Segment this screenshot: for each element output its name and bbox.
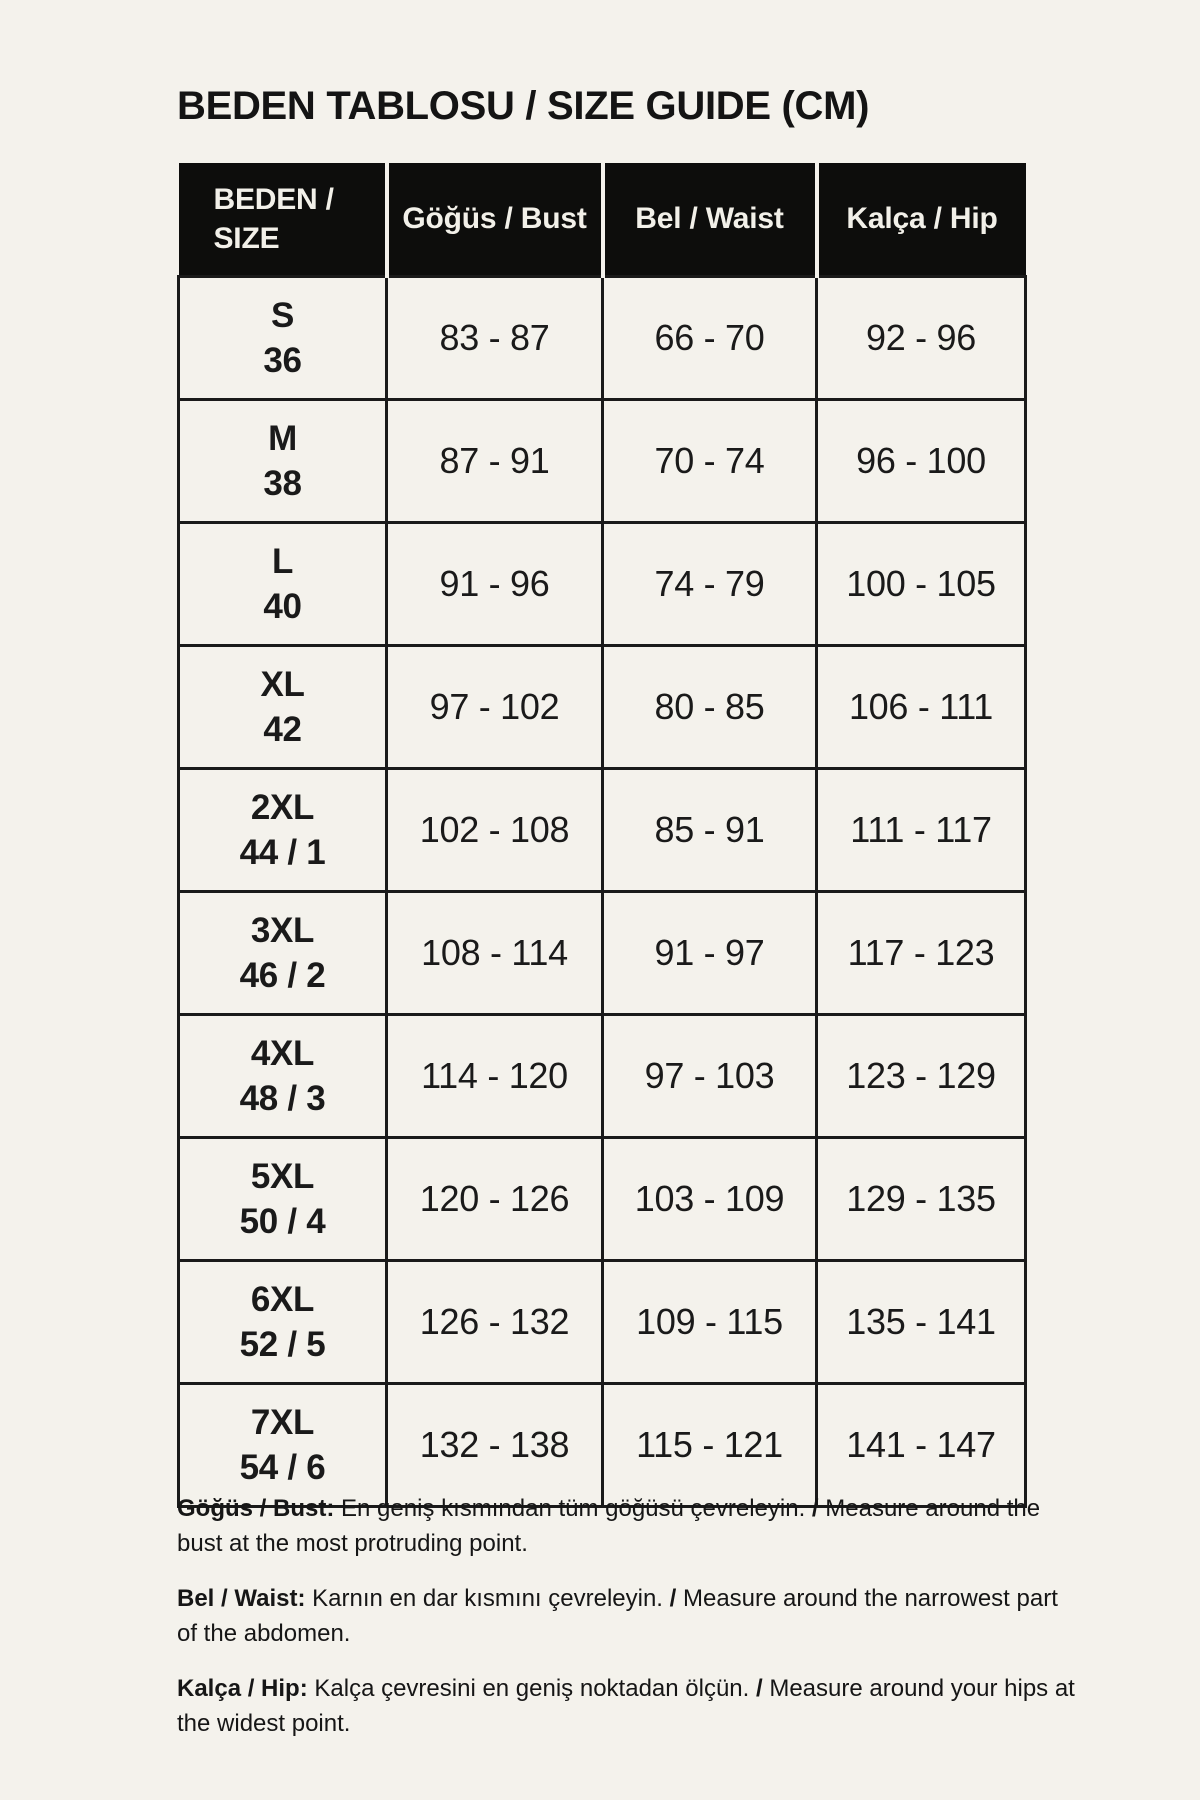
waist-cell: 80 - 85	[603, 646, 817, 769]
waist-cell: 70 - 74	[603, 400, 817, 523]
size-cell: 6XL 52 / 5	[179, 1261, 387, 1384]
size-guide-table	[177, 163, 1027, 1508]
hip-cell: 106 - 111	[817, 646, 1026, 769]
header-cell-size	[179, 163, 387, 277]
size-cell: S 36	[179, 277, 387, 400]
bust-cell: 132 - 138	[387, 1384, 603, 1507]
table-row	[179, 1138, 1026, 1261]
waist-cell: 115 - 121	[603, 1384, 817, 1507]
table-row	[179, 1261, 1026, 1384]
size-cell: 2XL 44 / 1	[179, 769, 387, 892]
note-bust	[177, 1491, 1082, 1561]
waist-cell: 74 - 79	[603, 523, 817, 646]
hip-cell: 111 - 117	[817, 769, 1026, 892]
table-row	[179, 769, 1026, 892]
hip-cell: 92 - 96	[817, 277, 1026, 400]
measurement-notes	[177, 1491, 1082, 1761]
note-bust-turkish: En geniş kısmından tüm göğüsü çevreleyin.	[341, 1495, 806, 1522]
bust-cell: 126 - 132	[387, 1261, 603, 1384]
waist-cell: 109 - 115	[603, 1261, 817, 1384]
note-hip-english: Measure around your hips at the widest point.	[177, 1675, 1075, 1737]
note-hip-label: Kalça / Hip:	[177, 1675, 308, 1702]
waist-cell: 85 - 91	[603, 769, 817, 892]
bust-cell: 87 - 91	[387, 400, 603, 523]
waist-cell: 91 - 97	[603, 892, 817, 1015]
bust-cell: 120 - 126	[387, 1138, 603, 1261]
bust-cell: 114 - 120	[387, 1015, 603, 1138]
table-row	[179, 400, 1026, 523]
hip-cell: 117 - 123	[817, 892, 1026, 1015]
note-waist-turkish: Karnın en dar kısmını çevreleyin.	[312, 1585, 663, 1612]
note-hip-separator: /	[756, 1675, 763, 1702]
hip-cell: 135 - 141	[817, 1261, 1026, 1384]
hip-cell: 100 - 105	[817, 523, 1026, 646]
size-cell: 7XL 54 / 6	[179, 1384, 387, 1507]
header-cell-waist: Bel / Waist	[603, 163, 817, 277]
note-bust-label: Göğüs / Bust:	[177, 1495, 335, 1522]
note-hip-turkish: Kalça çevresini en geniş noktadan ölçün.	[314, 1675, 750, 1702]
header-cell-bust: Göğüs / Bust	[387, 163, 603, 277]
header-size-line1: BEDEN /	[213, 183, 334, 216]
table-row	[179, 892, 1026, 1015]
hip-cell: 123 - 129	[817, 1015, 1026, 1138]
table-row	[179, 523, 1026, 646]
header-size-line2: SIZE	[213, 222, 280, 255]
note-waist-label: Bel / Waist:	[177, 1585, 306, 1612]
size-cell: 4XL 48 / 3	[179, 1015, 387, 1138]
size-cell: M 38	[179, 400, 387, 523]
size-cell: L 40	[179, 523, 387, 646]
note-hip	[177, 1671, 1082, 1741]
hip-cell: 96 - 100	[817, 400, 1026, 523]
table-row	[179, 1015, 1026, 1138]
page-title: BEDEN TABLOSU / SIZE GUIDE (CM)	[177, 84, 870, 128]
waist-cell: 103 - 109	[603, 1138, 817, 1261]
table-row	[179, 277, 1026, 400]
header-cell-hip: Kalça / Hip	[817, 163, 1026, 277]
bust-cell: 91 - 96	[387, 523, 603, 646]
bust-cell: 83 - 87	[387, 277, 603, 400]
hip-cell: 141 - 147	[817, 1384, 1026, 1507]
note-waist	[177, 1581, 1082, 1651]
size-cell: 5XL 50 / 4	[179, 1138, 387, 1261]
table-row	[179, 1384, 1026, 1507]
bust-cell: 102 - 108	[387, 769, 603, 892]
hip-cell: 129 - 135	[817, 1138, 1026, 1261]
bust-cell: 97 - 102	[387, 646, 603, 769]
size-cell: 3XL 46 / 2	[179, 892, 387, 1015]
waist-cell: 66 - 70	[603, 277, 817, 400]
note-bust-separator: /	[811, 1495, 819, 1522]
note-bust-english: Measure around the bust at the most protruding point.	[177, 1495, 1041, 1557]
note-waist-separator: /	[669, 1585, 677, 1612]
note-waist-english: Measure around the narrowest part of the abdomen.	[177, 1585, 1058, 1647]
table-row	[179, 646, 1026, 769]
table-header-row	[179, 163, 1026, 277]
waist-cell: 97 - 103	[603, 1015, 817, 1138]
bust-cell: 108 - 114	[387, 892, 603, 1015]
size-cell: XL 42	[179, 646, 387, 769]
